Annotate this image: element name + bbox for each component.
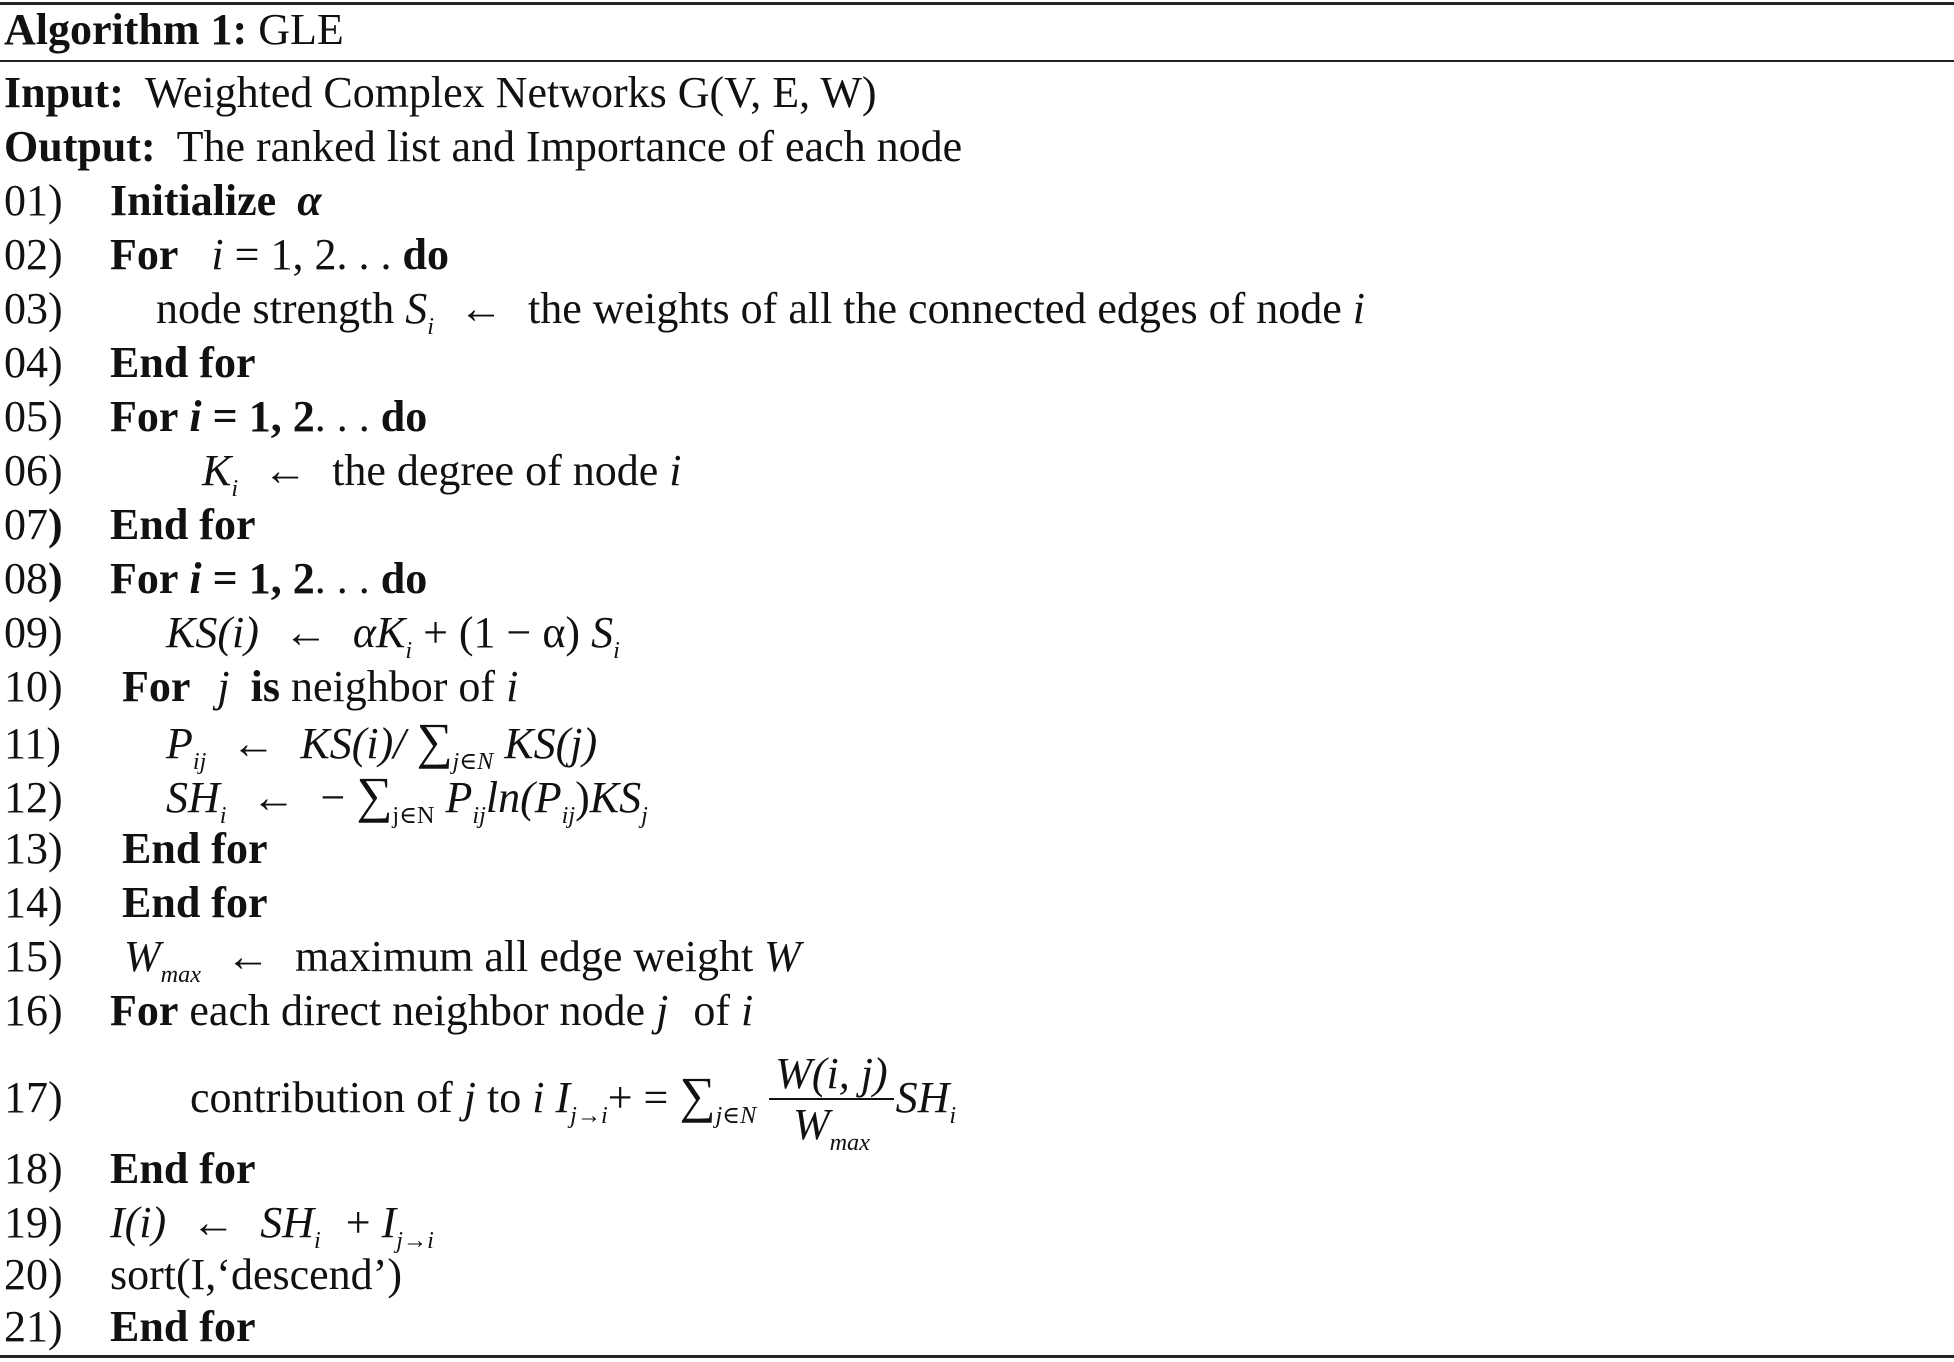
max-weight-text: maximum all edge weight bbox=[294, 932, 754, 981]
line-number: 16) bbox=[4, 986, 63, 1035]
sub-i: i bbox=[313, 1226, 321, 1254]
line-number: 10) bbox=[4, 662, 63, 711]
algo-line-09 bbox=[4, 606, 620, 664]
algo-line-15 bbox=[4, 930, 801, 988]
degree-text: the degree of node bbox=[332, 446, 659, 495]
keyword-initialize: Initialize bbox=[110, 176, 277, 225]
algo-line-02 bbox=[4, 228, 449, 282]
var-I: I bbox=[555, 1073, 571, 1122]
keyword-is: is bbox=[250, 662, 280, 711]
var-I: I bbox=[381, 1198, 397, 1247]
range-text: = 1, 2 bbox=[212, 554, 315, 603]
keyword-for: For bbox=[110, 230, 179, 279]
sub-i: i bbox=[405, 636, 413, 664]
keyword-end-for: End for bbox=[110, 1144, 256, 1193]
var-j: j bbox=[217, 662, 230, 711]
each-direct-text: each direct neighbor node bbox=[189, 986, 646, 1035]
sub-jN: j∈N bbox=[392, 801, 435, 829]
var-i: i bbox=[1352, 284, 1365, 333]
line-number: 03) bbox=[4, 284, 63, 333]
line-number: 07) bbox=[4, 500, 63, 549]
arrow-symbol: ← bbox=[459, 284, 504, 333]
algo-line-08 bbox=[4, 552, 427, 606]
line-number: 15) bbox=[4, 932, 63, 981]
sub-ij: ij bbox=[561, 801, 576, 829]
algo-line-05 bbox=[4, 390, 427, 444]
alpha-k: αK bbox=[352, 608, 406, 657]
algorithm-name: GLE bbox=[258, 5, 344, 54]
sub-max: max bbox=[160, 960, 201, 988]
var-SH: SH bbox=[895, 1073, 950, 1122]
arrow-symbol: ← bbox=[251, 773, 296, 822]
keyword-end-for: End for bbox=[122, 878, 268, 927]
algo-line-06 bbox=[4, 444, 682, 502]
sub-jN: j∈N bbox=[452, 747, 494, 775]
line-number: 18) bbox=[4, 1144, 63, 1193]
plus-eq: + = bbox=[607, 1073, 669, 1122]
algo-line-10 bbox=[4, 660, 518, 714]
minus-sign: − bbox=[320, 773, 346, 822]
one-minus-alpha: + (1 − α) bbox=[423, 608, 581, 657]
line-number: 17) bbox=[4, 1073, 63, 1122]
sum-symbol: ∑ bbox=[356, 767, 393, 823]
arrow-symbol: ← bbox=[231, 719, 276, 768]
fraction bbox=[769, 1048, 893, 1156]
algo-line-16 bbox=[4, 984, 753, 1038]
keyword-end-for: End for bbox=[110, 1302, 256, 1351]
line-number: 14) bbox=[4, 878, 63, 927]
fraction-denominator: $W_{max}$ bbox=[769, 1098, 893, 1150]
line-number: 04) bbox=[4, 338, 63, 387]
var-KS: KS bbox=[589, 773, 642, 822]
keyword-end-for: End for bbox=[110, 500, 256, 549]
output-label: Output: bbox=[4, 122, 156, 171]
keyword-do: do bbox=[402, 230, 449, 279]
line-number: 11) bbox=[4, 719, 62, 768]
line-number: 09) bbox=[4, 608, 63, 657]
algo-line-11 bbox=[4, 713, 598, 775]
algo-line-13 bbox=[4, 822, 267, 876]
line-number: 05) bbox=[4, 392, 63, 441]
algo-line-17 bbox=[4, 1040, 957, 1156]
line-number: 08) bbox=[4, 554, 63, 603]
contribution-text: contribution of bbox=[190, 1073, 453, 1122]
alpha-symbol: α bbox=[297, 176, 322, 225]
var-P: P bbox=[445, 773, 473, 822]
line-number: 21) bbox=[4, 1302, 63, 1351]
range-text: = 1, 2 bbox=[212, 392, 315, 441]
input-label: Input: bbox=[4, 68, 124, 117]
arrow-symbol: ← bbox=[225, 932, 270, 981]
algorithm-label: Algorithm 1: bbox=[4, 5, 248, 54]
algo-line-01 bbox=[4, 174, 322, 228]
sub-jN: j∈N bbox=[715, 1101, 757, 1129]
algo-line-04 bbox=[4, 336, 255, 390]
algo-line-18 bbox=[4, 1142, 255, 1196]
dots: . . . bbox=[314, 554, 370, 603]
keyword-do: do bbox=[380, 554, 428, 603]
close-paren: ) bbox=[575, 773, 590, 822]
fraction-numerator: W(i, j) bbox=[775, 1048, 888, 1098]
sub-ij: ij bbox=[192, 747, 207, 775]
line-number: 02) bbox=[4, 230, 63, 279]
input-text: Weighted Complex Networks G(V, E, W) bbox=[144, 68, 877, 117]
algo-line-07 bbox=[4, 498, 255, 552]
var-SH: SH bbox=[260, 1198, 314, 1247]
arrow-symbol: ← bbox=[191, 1198, 236, 1247]
var-P: P bbox=[166, 719, 193, 768]
sub-i: i bbox=[949, 1101, 957, 1129]
dots: . . . bbox=[314, 392, 370, 441]
of-text: of bbox=[693, 986, 730, 1035]
keyword-for: For bbox=[110, 554, 179, 603]
sum-symbol: ∑ bbox=[679, 1067, 716, 1123]
ks-i-div: KS(i)/ bbox=[300, 719, 406, 768]
var-j: j bbox=[463, 1073, 476, 1122]
keyword-end-for: End for bbox=[110, 338, 256, 387]
line-number: 19) bbox=[4, 1198, 63, 1247]
sort-text: sort(I,‘descend’) bbox=[110, 1250, 402, 1299]
sum-symbol: ∑ bbox=[416, 713, 453, 769]
var-i: i bbox=[189, 392, 202, 441]
var-i: i bbox=[740, 986, 754, 1035]
to-text: to bbox=[486, 1073, 522, 1122]
sub-i: i bbox=[219, 801, 227, 829]
var-i: i bbox=[506, 662, 519, 711]
var-i: i bbox=[532, 1073, 545, 1122]
algo-line-14 bbox=[4, 876, 267, 930]
sub-i: i bbox=[427, 312, 435, 340]
sub-i: i bbox=[231, 474, 239, 502]
algo-line-20 bbox=[4, 1248, 402, 1302]
importance-i: I(i) bbox=[110, 1198, 167, 1247]
line-number: 12) bbox=[4, 773, 63, 822]
plus-sign: + bbox=[345, 1198, 371, 1247]
range-text: = 1, 2. . . bbox=[234, 230, 392, 279]
var-W: W bbox=[764, 932, 801, 981]
algorithm-title bbox=[4, 4, 344, 56]
sub-j: j bbox=[641, 801, 648, 829]
var-W: W bbox=[124, 932, 161, 981]
line-number: 01) bbox=[4, 176, 63, 225]
line-number: 06) bbox=[4, 446, 63, 495]
algo-line-12 bbox=[4, 767, 648, 829]
var-S: S bbox=[591, 608, 614, 657]
algo-line-03 bbox=[4, 282, 1365, 340]
keyword-for: For bbox=[122, 662, 191, 711]
keyword-end-for: End for bbox=[122, 824, 268, 873]
keyword-for: For bbox=[110, 392, 179, 441]
var-S: S bbox=[405, 284, 428, 333]
arrow-symbol: ← bbox=[263, 446, 308, 495]
sub-ij: ij bbox=[472, 801, 486, 829]
ks-j: KS(j) bbox=[504, 719, 598, 768]
ln-term: ln(P bbox=[485, 773, 562, 822]
var-SH: SH bbox=[166, 773, 220, 822]
sub-i: i bbox=[613, 636, 620, 664]
output-line bbox=[4, 120, 962, 174]
var-j: j bbox=[656, 986, 669, 1035]
line-number: 20) bbox=[4, 1250, 63, 1299]
header-rule bbox=[0, 60, 1954, 62]
keyword-for: For bbox=[110, 986, 179, 1035]
weights-text: the weights of all the connected edges of node bbox=[528, 284, 1342, 333]
var-K: K bbox=[202, 446, 232, 495]
sub-j-to-i: j→i bbox=[570, 1101, 608, 1129]
arrow-symbol: ← bbox=[283, 608, 328, 657]
algo-line-21 bbox=[4, 1300, 255, 1354]
line-number: 13) bbox=[4, 824, 63, 873]
ks-i: KS(i) bbox=[166, 608, 259, 657]
neighbor-text: neighbor of bbox=[291, 662, 496, 711]
var-i: i bbox=[189, 554, 202, 603]
keyword-do: do bbox=[380, 392, 428, 441]
algo-line-19 bbox=[4, 1196, 434, 1254]
var-i: i bbox=[669, 446, 682, 495]
bottom-rule bbox=[0, 1355, 1954, 1358]
output-text: The ranked list and Importance of each node bbox=[176, 122, 963, 171]
var-i: i bbox=[211, 230, 224, 279]
node-strength-text: node strength bbox=[156, 284, 395, 333]
input-line bbox=[4, 66, 877, 120]
sub-j-to-i: j→i bbox=[396, 1226, 434, 1254]
